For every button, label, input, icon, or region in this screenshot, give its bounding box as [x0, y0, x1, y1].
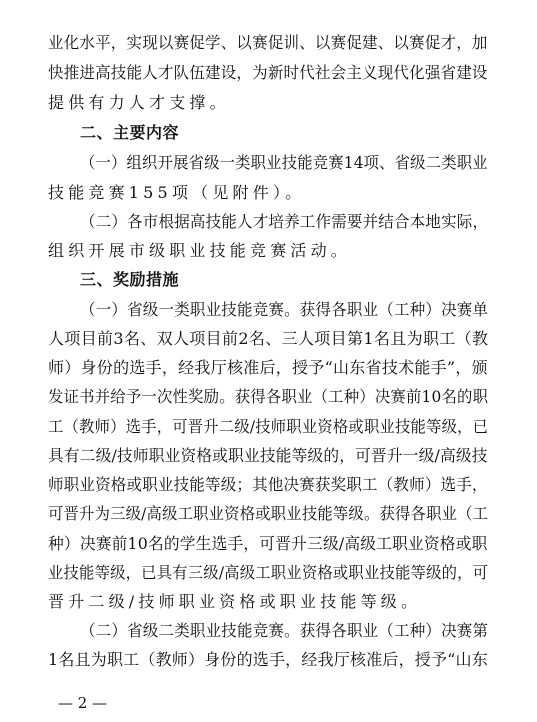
body-line: 技能竞赛155项（见附件）。: [48, 183, 306, 202]
body-line: 工（教师）选手，可晋升二级/技师职业资格或职业技能等级，已: [48, 417, 489, 436]
body-line: （二）省级二类职业技能竞赛。获得各职业（工种）决赛第: [80, 621, 489, 640]
body-line: （一）组织开展省级一类职业技能竞赛14项、省级二类职业: [80, 153, 488, 172]
body-line: 组织开展市级职业技能竞赛活动。: [48, 241, 352, 260]
body-line: 业技能等级，已具有三级/高级工职业资格或职业技能等级的，可: [48, 563, 489, 582]
section-heading-contents: 二、主要内容: [80, 123, 180, 142]
body-line: 业化水平，实现以赛促学、以赛促训、以赛促建、以赛促才，加: [48, 33, 488, 52]
body-line: 人项目前3名、双人项目前2名、三人项目第1名且为职工（教: [48, 329, 489, 348]
body-line: 提供有力人才支撑。: [48, 93, 230, 112]
body-line: 种）决赛前10名的学生选手，可晋升三级/高级工职业资格或职: [48, 534, 488, 553]
body-line: 具有二级/技师职业资格或职业技能等级的，可晋升一级/高级技: [48, 446, 488, 465]
body-line: （二）各市根据高技能人才培养工作需要并结合本地实际，: [80, 212, 489, 231]
section-heading-rewards: 三、奖励措施: [80, 270, 180, 289]
body-line: 快推进高技能人才队伍建设，为新时代社会主义现代化强省建设: [48, 63, 488, 82]
body-line: 晋升二级/技师职业资格或职业技能等级。: [48, 592, 422, 611]
page-number: — 2 —: [58, 694, 108, 712]
body-line: 师职业资格或职业技能等级；其他决赛获奖职工（教师）选手，: [48, 475, 488, 494]
body-line: 1名且为职工（教师）身份的选手，经我厅核准后，授予“山东: [48, 650, 488, 669]
body-line: 师）身份的选手，经我厅核准后，授予“山东省技术能手”，颁: [48, 358, 488, 377]
body-line: 发证书并给予一次性奖励。获得各职业（工种）决赛前10名的职: [48, 387, 489, 406]
body-line: （一）省级一类职业技能竞赛。获得各职业（工种）决赛单: [80, 300, 489, 319]
body-line: 可晋升为三级/高级工职业资格或职业技能等级。获得各职业（工: [48, 504, 489, 523]
